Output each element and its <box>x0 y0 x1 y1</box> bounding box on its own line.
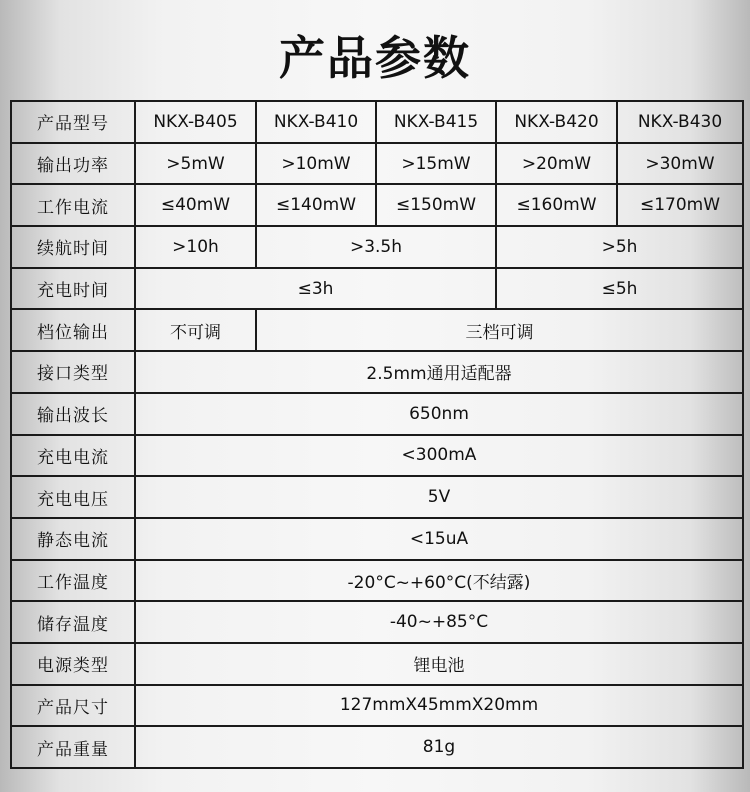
row-label: 充电时间 <box>11 268 135 310</box>
table-cell: >15mW <box>376 143 496 185</box>
table-cell: ≤170mW <box>617 184 743 226</box>
table-row <box>11 351 743 393</box>
table-row <box>11 601 743 643</box>
row-label: 充电电流 <box>11 435 135 477</box>
table-row <box>11 560 743 602</box>
table-cell: NKX-B405 <box>135 101 256 143</box>
table-row <box>11 435 743 477</box>
table-row <box>11 393 743 435</box>
table-row <box>11 518 743 560</box>
row-label: 充电电压 <box>11 476 135 518</box>
table-row <box>11 184 743 226</box>
table-row <box>11 726 743 768</box>
table-cell: 127mmX45mmX20mm <box>135 685 743 727</box>
table-cell: NKX-B415 <box>376 101 496 143</box>
table-cell: >5h <box>496 226 743 268</box>
table-row <box>11 476 743 518</box>
table-cell: ≤160mW <box>496 184 617 226</box>
table-row <box>11 226 743 268</box>
table-cell: <300mA <box>135 435 743 477</box>
table-cell: ≤150mW <box>376 184 496 226</box>
row-label: 静态电流 <box>11 518 135 560</box>
row-label: 工作电流 <box>11 184 135 226</box>
row-label: 续航时间 <box>11 226 135 268</box>
table-cell: <15uA <box>135 518 743 560</box>
table-cell: >20mW <box>496 143 617 185</box>
table-cell: 650nm <box>135 393 743 435</box>
spec-table <box>10 100 744 769</box>
table-row <box>11 309 743 351</box>
table-row <box>11 268 743 310</box>
table-row <box>11 101 743 143</box>
table-cell: 2.5mm通用适配器 <box>135 351 743 393</box>
table-row <box>11 143 743 185</box>
row-label: 接口类型 <box>11 351 135 393</box>
row-label: 工作温度 <box>11 560 135 602</box>
table-cell: 5V <box>135 476 743 518</box>
row-label: 储存温度 <box>11 601 135 643</box>
table-cell: >10mW <box>256 143 376 185</box>
table-cell: >10h <box>135 226 256 268</box>
row-label: 产品尺寸 <box>11 685 135 727</box>
table-cell: ≤140mW <box>256 184 376 226</box>
row-label: 电源类型 <box>11 643 135 685</box>
table-cell: 锂电池 <box>135 643 743 685</box>
row-label: 产品重量 <box>11 726 135 768</box>
table-cell: >3.5h <box>256 226 496 268</box>
table-cell: >5mW <box>135 143 256 185</box>
table-row <box>11 685 743 727</box>
table-cell: NKX-B410 <box>256 101 376 143</box>
page-title: 产品参数 <box>279 31 471 85</box>
table-cell: 三档可调 <box>256 309 743 351</box>
table-cell: 不可调 <box>135 309 256 351</box>
table-cell: -20°C~+60°C(不结露) <box>135 560 743 602</box>
table-cell: ≤3h <box>135 268 496 310</box>
row-label: 输出功率 <box>11 143 135 185</box>
table-cell: >30mW <box>617 143 743 185</box>
table-cell: 81g <box>135 726 743 768</box>
table-cell: -40~+85°C <box>135 601 743 643</box>
row-label: 档位输出 <box>11 309 135 351</box>
table-cell: NKX-B420 <box>496 101 617 143</box>
table-cell: ≤5h <box>496 268 743 310</box>
row-label: 输出波长 <box>11 393 135 435</box>
row-label: 产品型号 <box>11 101 135 143</box>
table-cell: NKX-B430 <box>617 101 743 143</box>
table-row <box>11 643 743 685</box>
table-cell: ≤40mW <box>135 184 256 226</box>
